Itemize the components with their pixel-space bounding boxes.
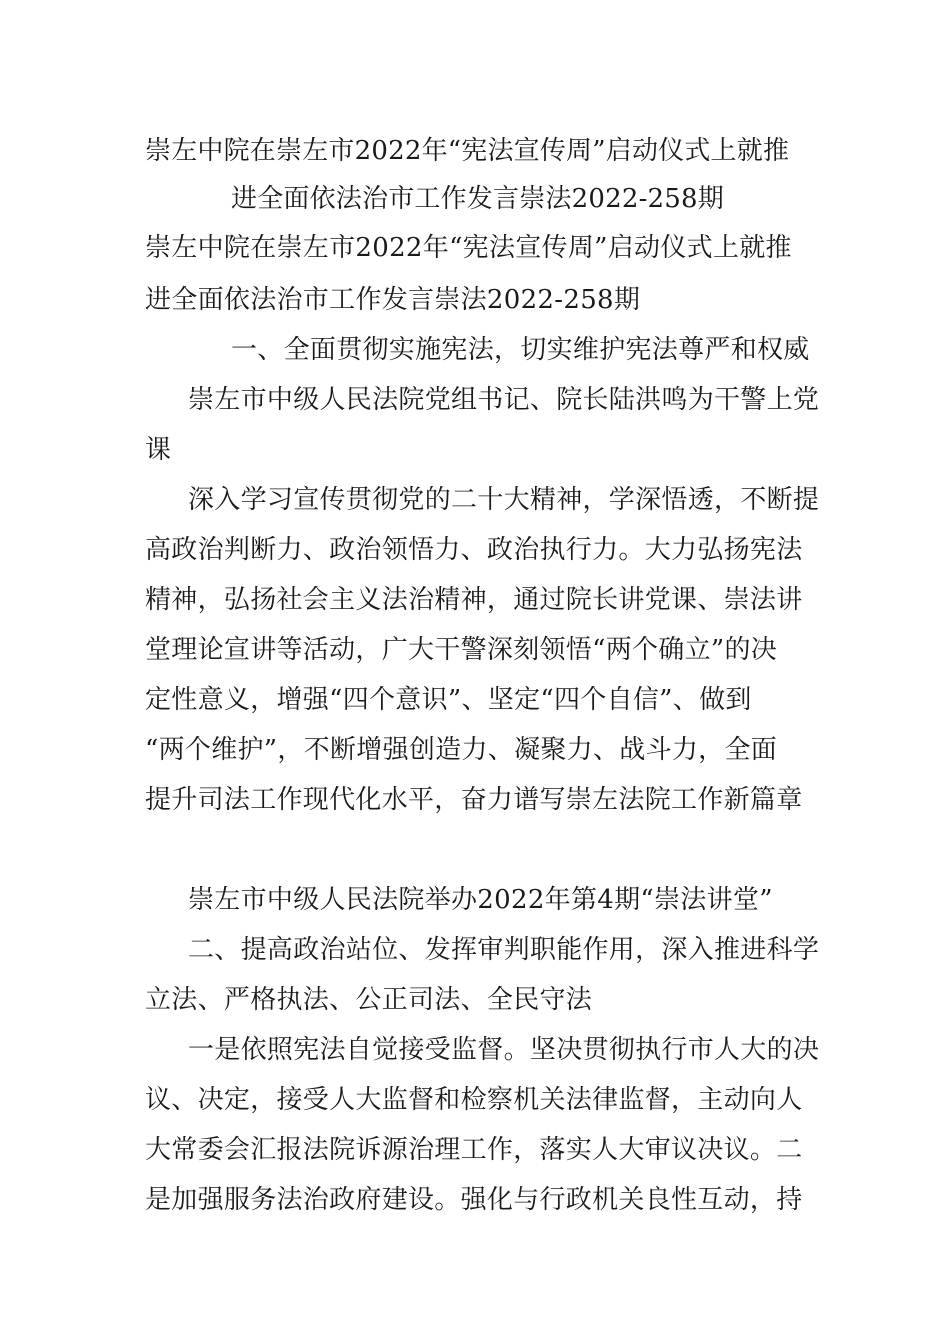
- heading-line-1: 崇左中院在崇左市2022年“宪法宣传周”启动仪式上就推: [145, 233, 792, 263]
- paragraph-2-line-4: 是加强服务法治政府建设。强化与行政机关良性互动，持: [145, 1185, 803, 1215]
- paragraph-2-line-3: 大常委会汇报法院诉源治理工作，落实人大审议决议。二: [145, 1135, 803, 1165]
- paragraph-1-line-3: 精神，弘扬社会主义法治精神，通过院长讲党课、崇法讲: [145, 585, 803, 615]
- section-2-title-line-1: 二、提高政治站位、发挥审判职能作用，深入推进科学: [188, 935, 820, 965]
- paragraph-1-line-1: 深入学习宣传贯彻党的二十大精神，学深悟透，不断提: [188, 485, 820, 515]
- paragraph-1-line-4: 堂理论宣讲等活动，广大干警深刻领悟“两个确立”的决: [145, 635, 778, 665]
- heading-line-2: 进全面依法治市工作发言崇法2022-258期: [145, 285, 641, 315]
- section-2-title-line-2: 立法、严格执法、公正司法、全民守法: [145, 985, 593, 1015]
- paragraph-1-line-5: 定性意义，增强“四个意识”、坚定“四个自信”、做到: [145, 685, 752, 715]
- section-1-title: 一、全面贯彻实施宪法，切实维护宪法尊严和权威: [231, 335, 810, 365]
- paragraph-2-line-1: 一是依照宪法自觉接受监督。坚决贯彻执行市人大的决: [188, 1035, 820, 1065]
- paragraph-1-line-6: “两个维护”，不断增强创造力、凝聚力、战斗力，全面: [145, 735, 778, 765]
- image-caption-1-line-2: 课: [145, 435, 172, 465]
- document-title-line-1: 崇左中院在崇左市2022年“宪法宣传周”启动仪式上就推: [145, 136, 790, 166]
- image-caption-1-line-1: 崇左市中级人民法院党组书记、院长陆洪鸣为干警上党: [188, 385, 820, 415]
- paragraph-2-line-2: 议、决定，接受人大监督和检察机关法律监督，主动向人: [145, 1085, 803, 1115]
- paragraph-1-line-7: 提升司法工作现代化水平，奋力谱写崇左法院工作新篇章: [145, 785, 803, 815]
- paragraph-1-line-2: 高政治判断力、政治领悟力、政治执行力。大力弘扬宪法: [145, 535, 803, 565]
- document-title-line-2: 进全面依法治市工作发言崇法2022-258期: [231, 184, 724, 214]
- image-caption-2: 崇左市中级人民法院举办2022年第4期“崇法讲堂”: [188, 885, 773, 915]
